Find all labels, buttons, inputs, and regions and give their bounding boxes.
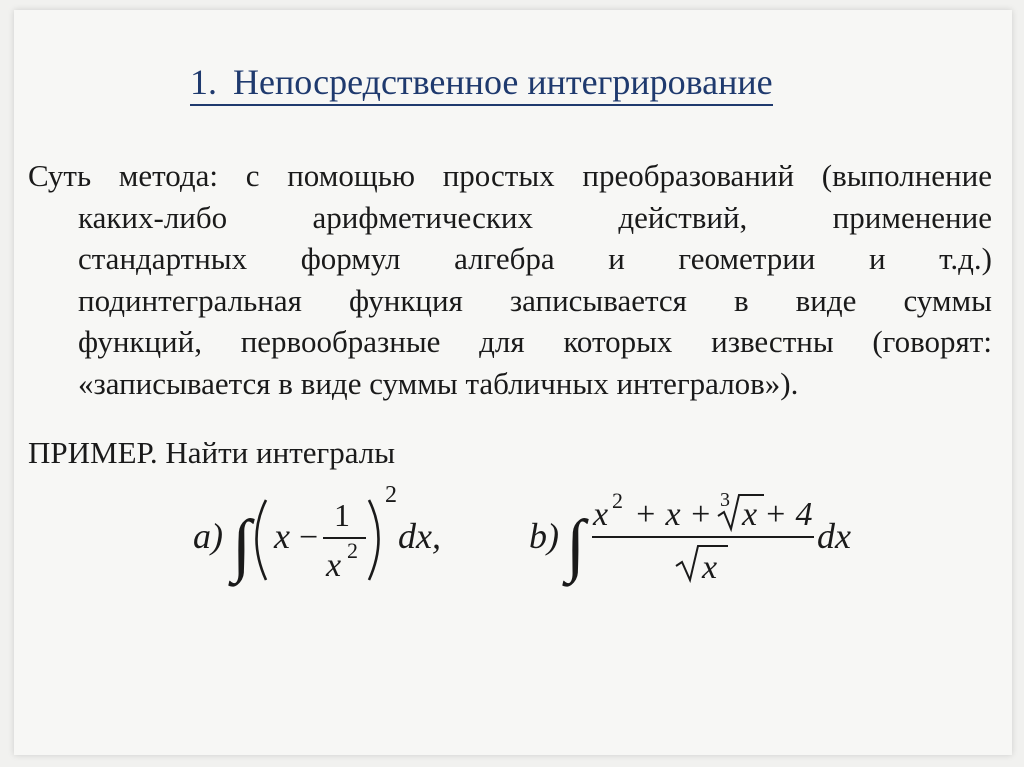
example-label: ПРИМЕР. xyxy=(28,435,158,470)
numerator-end: + 4 xyxy=(764,496,813,533)
example-text: Найти интегралы xyxy=(165,435,396,470)
word: записывается xyxy=(509,282,687,318)
fraction-denominator-x: x xyxy=(326,547,342,584)
formulas-svg xyxy=(0,480,1024,610)
paragraph-line-1 xyxy=(28,155,992,197)
word: арифметических xyxy=(312,199,533,235)
cube-root-index: 3 xyxy=(720,489,730,511)
cube-root-x: x xyxy=(742,496,758,533)
numerator-x: x xyxy=(593,496,609,533)
integral-sign-b: ∫ xyxy=(566,507,586,584)
word: простых xyxy=(442,158,555,193)
word: метода: xyxy=(118,158,219,193)
left-paren xyxy=(257,500,267,580)
formula-b-label: b) xyxy=(529,516,559,556)
word: и xyxy=(868,241,886,276)
formulas xyxy=(0,480,1024,610)
word: алгебра xyxy=(454,241,555,276)
paragraph-line-2 xyxy=(28,197,992,239)
formula-b-dx: dx xyxy=(817,516,851,556)
integral-sign: ∫ xyxy=(232,507,252,584)
paragraph-line-4 xyxy=(28,280,992,322)
word: стандартных xyxy=(78,241,248,276)
word: и xyxy=(608,241,625,276)
word: в xyxy=(733,282,749,318)
formula-a-dx: dx, xyxy=(398,516,441,556)
word: суммы xyxy=(903,282,992,318)
denominator-x: x xyxy=(702,549,718,586)
title-number: 1. xyxy=(190,62,217,102)
fraction-denominator-exp: 2 xyxy=(347,538,358,563)
paragraph-line-6 xyxy=(28,363,992,405)
method-description xyxy=(28,155,992,404)
word: функций, xyxy=(78,324,202,359)
word: (выполнение xyxy=(821,158,992,193)
word: первообразные xyxy=(240,324,441,359)
title-text: Непосредственное интегрирование xyxy=(233,62,773,102)
word: т.д.) xyxy=(939,241,992,276)
word: подинтегральная xyxy=(78,282,302,318)
formula-b xyxy=(529,488,851,587)
numerator-exp: 2 xyxy=(612,488,623,513)
fraction-numerator: 1 xyxy=(334,497,350,533)
word: преобразований xyxy=(582,158,795,193)
word: применение xyxy=(832,199,992,235)
paragraph-line-5 xyxy=(28,321,992,363)
word: помощью xyxy=(287,158,415,193)
example-heading xyxy=(28,433,395,473)
word: которых xyxy=(563,324,673,359)
word: действий, xyxy=(618,199,748,235)
right-paren xyxy=(369,500,379,580)
word: геометрии xyxy=(678,241,816,276)
word: (говорят: xyxy=(872,324,992,359)
word: с xyxy=(245,158,260,193)
word: виде xyxy=(795,282,857,318)
formula-a-label: a) xyxy=(193,516,223,556)
word: известны xyxy=(711,324,834,359)
formula-a-minus: − xyxy=(299,519,319,556)
word: «записывается в виде суммы табличных интегралов»). xyxy=(78,365,799,401)
outer-exponent: 2 xyxy=(385,482,397,508)
word: Суть xyxy=(28,158,92,193)
slide-title xyxy=(190,62,773,106)
word: для xyxy=(479,324,525,359)
formula-a-x: x xyxy=(274,516,290,556)
formula-a xyxy=(193,482,441,587)
word: формул xyxy=(300,241,401,276)
word: функция xyxy=(348,282,463,318)
numerator-middle: + x + xyxy=(634,496,712,533)
word: каких-либо xyxy=(78,199,228,235)
paragraph-line-3 xyxy=(28,238,992,280)
